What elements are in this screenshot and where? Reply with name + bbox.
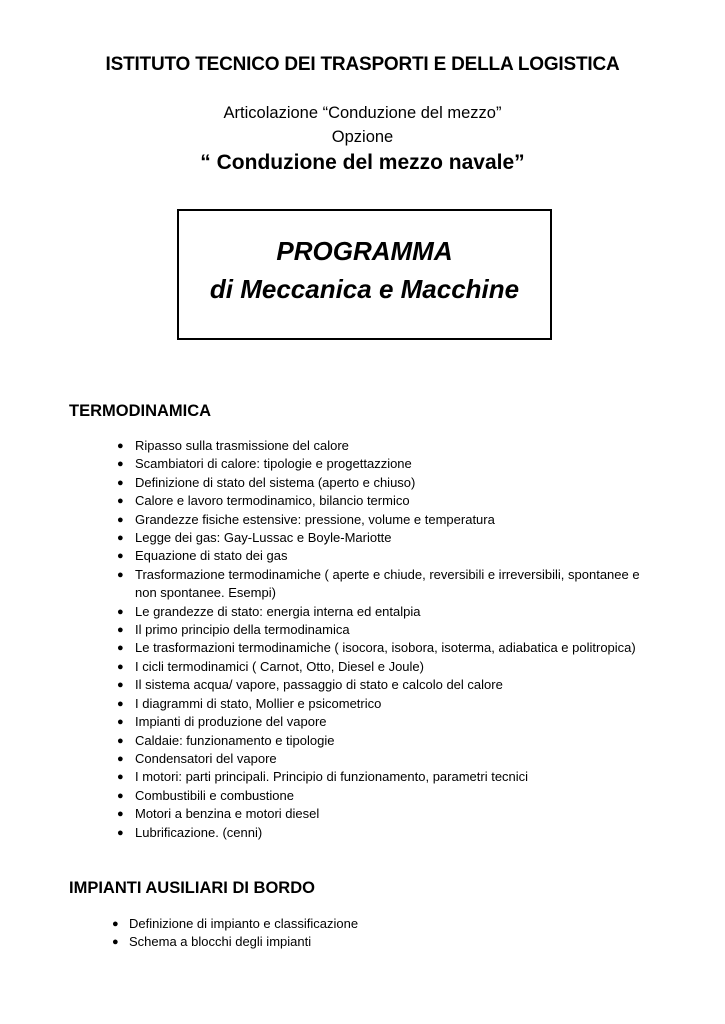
list-item	[112, 933, 652, 951]
list-item	[117, 492, 657, 510]
list-item	[117, 732, 657, 750]
bullet-icon: ●	[117, 605, 124, 618]
list-item	[117, 639, 657, 657]
list-item-text: Motori a benzina e motori diesel	[135, 806, 320, 822]
list-item	[117, 455, 657, 473]
list-item	[117, 824, 657, 842]
bullet-icon: ●	[117, 697, 124, 710]
bullet-icon: ●	[117, 624, 124, 637]
articolazione-line: Articolazione “Conduzione del mezzo”	[223, 104, 502, 122]
bullet-icon: ●	[117, 716, 124, 729]
list-item-text: Schema a blocchi degli impianti	[129, 934, 312, 950]
institute-name: ISTITUTO TECNICO DEI TRASPORTI E DELLA LOGISTICA	[105, 54, 620, 75]
list-item-text: Condensatori del vapore	[135, 750, 277, 766]
list-item	[117, 511, 657, 529]
list-item	[117, 676, 657, 694]
list-item-text: Le grandezze di stato: energia interna ed entalpia	[135, 603, 421, 619]
list-item-text: I motori: parti principali. Principio di funzionamento, parametri tecnici	[135, 769, 529, 785]
list-item	[117, 713, 657, 731]
list-item-text: Trasformazione termodinamiche ( aperte e chiude, reversibili e irreversibili, spontanee e non spontanee. Esempi)	[135, 566, 640, 601]
program-title: PROGRAMMA	[276, 236, 453, 266]
list-item-text: Scambiatori di calore: tipologie e progettazzione	[135, 456, 412, 472]
list-item	[117, 547, 657, 565]
bullet-icon: ●	[117, 532, 124, 545]
section-heading-impianti-ausiliari: IMPIANTI AUSILIARI DI BORDO	[69, 879, 315, 897]
opzione-label: Opzione	[331, 128, 394, 146]
opzione-name: “ Conduzione del mezzo navale”	[200, 151, 525, 174]
bullet-icon: ●	[112, 936, 119, 949]
list-item-text: Lubrificazione. (cenni)	[135, 824, 263, 840]
list-item	[117, 750, 657, 768]
list-item	[117, 621, 657, 639]
bullet-icon: ●	[117, 568, 124, 581]
list-item-text: Definizione di stato del sistema (aperto e chiuso)	[135, 474, 416, 490]
list-item-text: Ripasso sulla trasmissione del calore	[135, 438, 349, 453]
list-item-text: Grandezze fisiche estensive: pressione, volume e temperatura	[135, 511, 495, 527]
list-item-text: I diagrammi di stato, Mollier e psicometrico	[135, 695, 382, 711]
bullet-icon: ●	[117, 789, 124, 802]
bullet-icon: ●	[117, 660, 124, 673]
list-item-text: Le trasformazioni termodinamiche ( isocora, isobora, isoterma, adiabatica e politropica)	[135, 640, 636, 656]
bullet-icon: ●	[117, 771, 124, 784]
list-item-text: Combustibili e combustione	[135, 787, 294, 803]
list-item	[117, 437, 657, 455]
bullet-icon: ●	[117, 826, 124, 839]
bullet-icon: ●	[117, 440, 124, 452]
list-item-text: Legge dei gas: Gay-Lussac e Boyle-Mariotte	[135, 530, 392, 546]
bullet-icon: ●	[117, 642, 124, 655]
bullet-icon: ●	[117, 476, 124, 489]
termodinamica-list	[117, 437, 657, 842]
list-item	[117, 695, 657, 713]
list-item-text: I cicli termodinamici ( Carnot, Otto, Diesel e Joule)	[135, 658, 424, 674]
bullet-icon: ●	[117, 458, 124, 471]
list-item-text: Calore e lavoro termodinamico, bilancio termico	[135, 493, 410, 509]
list-item	[117, 474, 657, 492]
program-title-box	[177, 209, 552, 340]
section-heading-termodinamica: TERMODINAMICA	[69, 402, 212, 420]
bullet-icon: ●	[117, 550, 124, 563]
list-item	[117, 805, 657, 823]
list-item	[117, 787, 657, 805]
list-item-text: Impianti di produzione del vapore	[135, 714, 327, 730]
list-item	[117, 566, 657, 603]
bullet-icon: ●	[117, 752, 124, 765]
list-item	[117, 529, 657, 547]
impianti-ausiliari-list	[112, 915, 652, 952]
bullet-icon: ●	[117, 679, 124, 692]
list-item	[117, 768, 657, 786]
program-subject: di Meccanica e Macchine	[209, 274, 520, 304]
list-item	[117, 658, 657, 676]
bullet-icon: ●	[112, 918, 119, 930]
list-item	[117, 603, 657, 621]
list-item-text: Definizione di impianto e classificazione	[129, 916, 359, 931]
bullet-icon: ●	[117, 495, 124, 508]
list-item-text: Equazione di stato dei gas	[135, 548, 288, 564]
list-item-text: Il primo principio della termodinamica	[135, 622, 350, 638]
bullet-icon: ●	[117, 513, 124, 526]
list-item	[112, 915, 652, 933]
bullet-icon: ●	[117, 808, 124, 821]
bullet-icon: ●	[117, 734, 124, 747]
list-item-text: Caldaie: funzionamento e tipologie	[135, 732, 335, 748]
list-item-text: Il sistema acqua/ vapore, passaggio di stato e calcolo del calore	[135, 677, 503, 693]
